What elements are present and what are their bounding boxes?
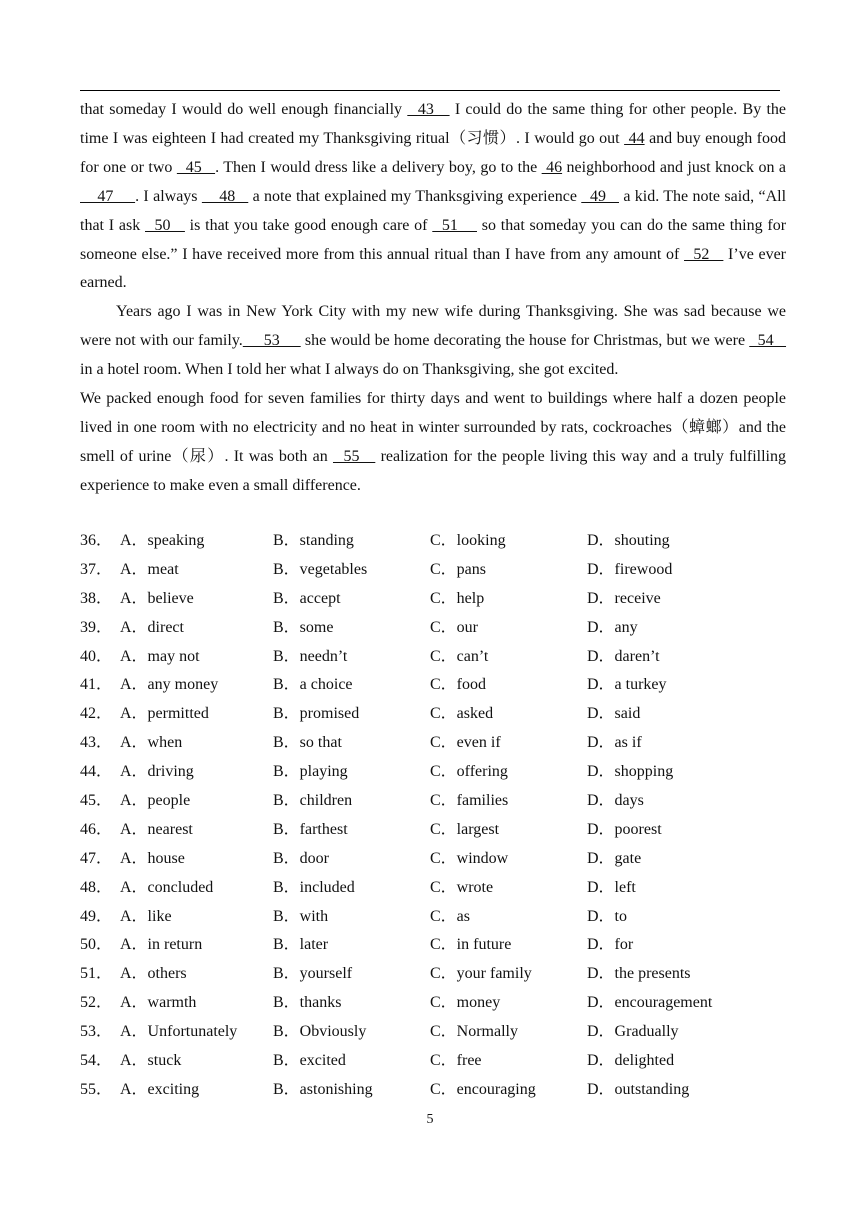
- question-number: 36．: [80, 532, 113, 549]
- option-d: D．daren’t: [587, 647, 660, 665]
- option-a: A．direct: [120, 618, 184, 636]
- option-d: D．encouragement: [587, 994, 713, 1012]
- option-row: [80, 671, 800, 700]
- answer-blank: 51: [432, 216, 477, 234]
- option-row: [80, 845, 800, 874]
- option-b: B．some: [273, 618, 334, 636]
- option-c: C．our: [430, 618, 479, 636]
- answer-blank: 48: [201, 187, 249, 205]
- option-a: A．nearest: [120, 820, 193, 838]
- cloze-passage: [80, 96, 786, 501]
- option-b: B．excited: [273, 1052, 346, 1070]
- option-c: C．families: [430, 792, 509, 810]
- option-row: [80, 1047, 800, 1076]
- option-b: B．astonishing: [273, 1080, 373, 1098]
- option-d: D．shouting: [587, 532, 670, 549]
- passage-paragraph-3: [80, 385, 786, 501]
- answer-blank: 46: [541, 158, 563, 176]
- option-row: [80, 816, 800, 845]
- option-d: D．left: [587, 878, 636, 896]
- option-a: A．warmth: [120, 994, 197, 1012]
- question-number: 52．: [80, 994, 113, 1012]
- question-number: 55．: [80, 1080, 113, 1098]
- option-d: D．firewood: [587, 560, 673, 578]
- passage-text: Years ago I was in New York City with my new wife during Thanksgiving. She was sad because we were not with our family.: [80, 303, 786, 350]
- option-row: [80, 614, 800, 643]
- passage-text: . I always: [135, 187, 202, 205]
- option-c: C．encouraging: [430, 1080, 536, 1098]
- option-a: A．people: [120, 792, 191, 810]
- passage-text: in a hotel room. When I told her what I always do on Thanksgiving, she got excited.: [80, 361, 619, 379]
- option-c: C．even if: [430, 734, 501, 752]
- option-b: B．a choice: [273, 676, 353, 694]
- option-a: A．meat: [120, 560, 179, 578]
- question-number: 40．: [80, 647, 113, 665]
- option-d: D．said: [587, 705, 641, 723]
- option-c: C．offering: [430, 763, 508, 781]
- page-number: 5: [426, 1112, 434, 1127]
- passage-text: is that you take good enough care of: [184, 216, 433, 234]
- option-row: [80, 700, 800, 729]
- question-number: 45．: [80, 792, 113, 810]
- option-d: D．gate: [587, 849, 642, 867]
- passage-text: . Then I would dress like a delivery boy, go to the: [215, 158, 542, 176]
- option-a: A．others: [120, 965, 187, 983]
- passage-text: neighborhood and just knock on a: [562, 158, 787, 176]
- option-b: B．thanks: [273, 994, 342, 1012]
- option-c: C．Normally: [430, 1023, 518, 1041]
- option-b: B．needn’t: [273, 647, 348, 665]
- passage-text: realization for the people living this way and a truly fulfilling experience to make even a small difference.: [80, 447, 787, 494]
- question-number: 39．: [80, 618, 113, 636]
- option-row: [80, 1076, 800, 1105]
- option-b: B．with: [273, 907, 329, 925]
- option-d: D．a turkey: [587, 676, 667, 694]
- option-row: [80, 758, 800, 787]
- option-d: D．to: [587, 907, 628, 925]
- passage-text: she would be home decorating the house for Christmas, but we were: [300, 332, 750, 350]
- answer-blank: 44: [624, 129, 645, 147]
- question-number: 48．: [80, 878, 113, 896]
- question-number: 42．: [80, 705, 113, 723]
- option-c: C．window: [430, 849, 509, 867]
- option-a: A．Unfortunately: [120, 1023, 238, 1041]
- answer-blank: 52: [684, 245, 724, 263]
- option-d: D．receive: [587, 589, 661, 607]
- option-row: [80, 903, 800, 932]
- option-a: A．may not: [120, 647, 200, 665]
- answer-blank: 50: [145, 216, 185, 234]
- option-a: A．house: [120, 849, 185, 867]
- option-d: D．outstanding: [587, 1080, 690, 1098]
- option-d: D．days: [587, 792, 644, 810]
- passage-text: that someday I would do well enough financially: [80, 101, 408, 118]
- passage-text: so that someday you can do the same thing for someone else.” I have received more from this annual ritual than I have from any amount of: [80, 216, 787, 263]
- option-b: B．accept: [273, 589, 341, 607]
- question-number: 50．: [80, 936, 113, 954]
- option-b: B．door: [273, 849, 330, 867]
- question-number: 41．: [80, 676, 113, 694]
- passage-text: I could do the same thing for other people. By the time I was eighteen I had created my Thanksgiving ritual（习惯）. I would go out: [80, 101, 786, 147]
- option-b: B．included: [273, 878, 355, 896]
- option-c: C．asked: [430, 705, 494, 723]
- option-a: A．when: [120, 734, 183, 752]
- option-d: D．the presents: [587, 965, 691, 983]
- question-number: 44．: [80, 763, 113, 781]
- option-a: A．speaking: [120, 532, 205, 549]
- question-number: 54．: [80, 1052, 113, 1070]
- option-d: D．delighted: [587, 1052, 675, 1070]
- option-row: [80, 556, 800, 585]
- answer-blank: 53: [242, 332, 301, 350]
- option-row: [80, 874, 800, 903]
- option-c: C．largest: [430, 820, 500, 838]
- option-b: B．Obviously: [273, 1023, 367, 1041]
- option-b: B．later: [273, 936, 329, 954]
- answer-options-list: [80, 527, 800, 1105]
- option-b: B．playing: [273, 763, 348, 781]
- option-row: [80, 729, 800, 758]
- question-number: 38．: [80, 589, 113, 607]
- option-a: A．any money: [120, 676, 219, 694]
- option-c: C．food: [430, 676, 487, 694]
- question-number: 53．: [80, 1023, 113, 1041]
- option-row: [80, 787, 800, 816]
- question-number: 51．: [80, 965, 113, 983]
- passage-paragraph-1: [80, 96, 786, 298]
- option-a: A．believe: [120, 589, 194, 607]
- option-row: [80, 960, 800, 989]
- option-d: D．any: [587, 618, 638, 636]
- answer-blank: 47: [80, 187, 136, 205]
- answer-blank: 54: [749, 332, 787, 350]
- option-a: A．exciting: [120, 1080, 200, 1098]
- option-b: B．vegetables: [273, 560, 368, 578]
- option-a: A．concluded: [120, 878, 214, 896]
- option-c: C．as: [430, 907, 471, 925]
- option-row: [80, 989, 800, 1018]
- option-b: B．yourself: [273, 965, 353, 983]
- option-a: A．in return: [120, 936, 203, 954]
- passage-text: a kid. The note said, “All that I ask: [80, 187, 787, 234]
- option-b: B．so that: [273, 734, 342, 752]
- answer-blank: 43: [407, 101, 450, 118]
- option-a: A．driving: [120, 763, 194, 781]
- option-c: C．in future: [430, 936, 512, 954]
- option-row: [80, 527, 800, 556]
- passage-text: and buy enough food for one or two: [80, 129, 787, 176]
- passage-text: a note that explained my Thanksgiving experience: [248, 187, 582, 205]
- option-row: [80, 1018, 800, 1047]
- option-c: C．free: [430, 1052, 482, 1070]
- option-row: [80, 643, 800, 672]
- option-c: C．your family: [430, 965, 532, 983]
- option-c: C．pans: [430, 560, 487, 578]
- question-number: 47．: [80, 849, 113, 867]
- header-rule: [80, 90, 780, 91]
- option-c: C．looking: [430, 532, 506, 549]
- option-d: D．Gradually: [587, 1023, 679, 1041]
- option-d: D．as if: [587, 734, 642, 752]
- option-a: A．stuck: [120, 1052, 182, 1070]
- answer-blank: 45: [176, 158, 216, 176]
- option-row: [80, 585, 800, 614]
- option-d: D．shopping: [587, 763, 674, 781]
- option-b: B．promised: [273, 705, 360, 723]
- option-c: C．help: [430, 589, 485, 607]
- option-a: A．like: [120, 907, 172, 925]
- option-b: B．children: [273, 792, 353, 810]
- option-d: D．for: [587, 936, 634, 954]
- option-b: B．farthest: [273, 820, 348, 838]
- answer-blank: 49: [581, 187, 619, 205]
- passage-paragraph-2: [80, 298, 786, 385]
- question-number: 43．: [80, 734, 113, 752]
- question-number: 37．: [80, 560, 113, 578]
- question-number: 46．: [80, 820, 113, 838]
- option-row: [80, 931, 800, 960]
- option-c: C．money: [430, 994, 501, 1012]
- question-number: 49．: [80, 907, 113, 925]
- option-a: A．permitted: [120, 705, 209, 723]
- option-c: C．wrote: [430, 878, 494, 896]
- answer-blank: 55: [332, 447, 376, 465]
- option-d: D．poorest: [587, 820, 662, 838]
- option-c: C．can’t: [430, 647, 489, 665]
- passage-text: I’ve ever earned.: [80, 245, 786, 292]
- passage-text: We packed enough food for seven families for thirty days and went to buildings where half a dozen people lived in one room with no electricity and no heat in winter surrounded by rats, cockroaches（蟑螂）and the smell of urine（尿）. It was both an: [80, 390, 786, 465]
- option-b: B．standing: [273, 532, 354, 549]
